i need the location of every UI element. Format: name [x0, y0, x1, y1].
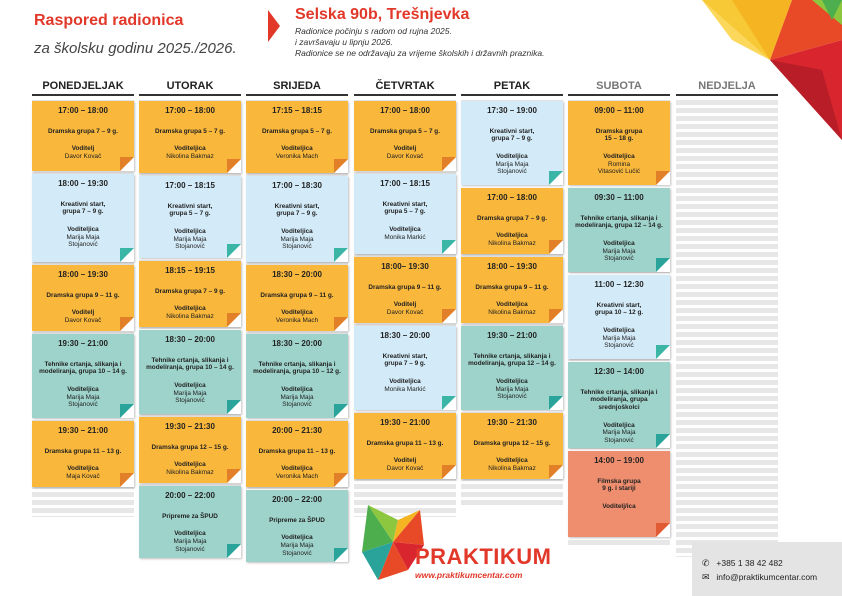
day-header-rule — [246, 94, 348, 96]
workshop-time: 14:00 – 19:00 — [594, 456, 644, 465]
workshop-card[interactable] — [568, 451, 670, 537]
day-header: SRIJEDA — [273, 80, 321, 92]
workshop-group: Kreativni start, grupa 7 – 9 g. — [489, 127, 535, 143]
workshop-time: 11:00 – 12:30 — [594, 280, 644, 289]
page-fold-corner — [227, 244, 241, 258]
workshop-card[interactable] — [32, 265, 134, 331]
workshop-leader-block — [357, 457, 453, 472]
day-column-background — [676, 97, 778, 557]
workshop-group: Dramska grupa 7 – 9 g. — [155, 287, 225, 295]
workshop-card[interactable] — [354, 174, 456, 254]
workshop-time: 17:00 – 18:15 — [380, 179, 430, 188]
leader-name: Marija Maja Stojanović — [495, 160, 529, 176]
workshop-leader-block — [142, 461, 238, 476]
leader-role: Voditeljica — [281, 309, 313, 317]
workshop-group: Dramska grupa 11 – 13 g. — [366, 439, 444, 447]
page-fold-corner — [549, 240, 563, 254]
workshop-time: 20:00 – 22:00 — [272, 495, 322, 504]
page-fold-corner — [656, 523, 670, 537]
leader-role: Voditeljica — [496, 152, 528, 160]
workshop-leader-block — [571, 153, 667, 176]
day-header: NEDJELJA — [698, 80, 756, 92]
leader-role: Voditelj — [393, 145, 417, 153]
page-fold-corner — [120, 473, 134, 487]
leader-name: Veronika Mach — [275, 316, 319, 324]
workshop-card[interactable] — [139, 417, 241, 483]
workshop-time: 09:30 – 11:00 — [594, 193, 644, 202]
leader-role: Voditeljica — [174, 461, 206, 469]
address-marker-icon — [268, 10, 280, 42]
workshop-leader-block — [249, 309, 345, 324]
workshop-leader-block — [35, 465, 131, 480]
workshop-group: Pripreme za ŠPUD — [269, 516, 325, 524]
leader-name: Davor Kovač — [64, 316, 102, 324]
workshop-group: Dramska grupa 7 – 9 g. — [48, 127, 118, 135]
workshop-time: 18:00 – 19:30 — [58, 270, 108, 279]
workshop-card[interactable] — [461, 326, 563, 410]
workshop-card[interactable] — [354, 101, 456, 171]
page-fold-corner — [227, 400, 241, 414]
workshop-group: Tehnike crtanja, slikanja i modeliranja, grupa 10 – 14 g. — [39, 360, 127, 376]
workshop-leader-block — [142, 530, 238, 553]
email-row — [702, 572, 817, 583]
workshop-time: 19:30 – 21:00 — [487, 331, 537, 340]
workshop-card[interactable] — [354, 257, 456, 323]
workshop-time: 20:00 – 21:30 — [272, 426, 322, 435]
workshop-time: 17:00 – 18:00 — [165, 106, 215, 115]
page-fold-corner — [334, 317, 348, 331]
workshop-group: Tehnike crtanja, slikanja i modeliranja, grupa 12 – 14 g. — [468, 352, 556, 368]
page-fold-corner — [334, 473, 348, 487]
leader-name: Marija Maja Stojanović — [602, 334, 636, 350]
workshop-leader-block — [35, 226, 131, 249]
workshop-card[interactable] — [246, 421, 348, 487]
leader-name: Davor Kovač — [386, 152, 424, 160]
day-header-rule — [354, 94, 456, 96]
leader-role: Voditeljica — [174, 305, 206, 313]
leader-name: Maja Kovač — [66, 472, 100, 480]
workshop-time: 18:15 – 19:15 — [165, 266, 215, 275]
workshop-leader-block — [464, 232, 560, 247]
leader-role: Voditeljica — [603, 152, 635, 160]
page-fold-corner — [334, 548, 348, 562]
leader-name: Marija Maja Stojanović — [280, 541, 314, 557]
leader-name: Monika Markić — [384, 233, 426, 241]
page-fold-corner — [549, 396, 563, 410]
email-address[interactable]: info@praktikumcentar.com — [716, 572, 818, 582]
contact-box — [692, 542, 842, 596]
leader-name: Marija Maja Stojanović — [173, 235, 207, 251]
workshop-group: Tehnike crtanja, slikanja i modeliranja, grupa 10 – 14 g. — [146, 356, 234, 372]
workshop-card[interactable] — [461, 413, 563, 479]
workshop-leader-block — [249, 228, 345, 251]
leader-role: Voditeljica — [281, 145, 313, 153]
workshop-time: 18:30 – 20:00 — [272, 339, 322, 348]
workshop-time: 17:00 – 18:00 — [487, 193, 537, 202]
leader-name: Nikolina Bakmaz — [166, 152, 214, 160]
workshop-leader-block — [464, 153, 560, 176]
workshop-group: Pripreme za ŠPUD — [162, 512, 218, 520]
workshop-card[interactable] — [461, 257, 563, 323]
workshop-leader-block — [357, 378, 453, 393]
day-header: UTORAK — [166, 80, 214, 92]
workshop-group: Dramska grupa 15 – 18 g. — [595, 127, 643, 143]
phone-number[interactable]: +385 1 38 42 482 — [716, 558, 783, 568]
address-title: Selska 90b, Trešnjevka — [295, 6, 470, 23]
page-fold-corner — [549, 309, 563, 323]
leader-name: Romina Vitasović Lučić — [597, 160, 641, 176]
leader-role: Voditeljica — [603, 421, 635, 429]
workshop-card[interactable] — [246, 334, 348, 418]
workshop-card[interactable] — [139, 101, 241, 173]
workshop-group: Filmska grupa 9 g. i stariji — [597, 477, 641, 493]
workshop-card[interactable] — [32, 101, 134, 171]
leader-role: Voditeljica — [174, 227, 206, 235]
workshop-card[interactable] — [139, 486, 241, 558]
workshop-group: Dramska grupa 7 – 9 g. — [477, 214, 547, 222]
workshop-time: 17:00 – 18:15 — [165, 181, 215, 190]
leader-name: Monika Markić — [384, 385, 426, 393]
leader-role: Voditeljica — [281, 385, 313, 393]
workshop-group: Tehnike crtanja, slikanja i modeliranja, grupa 10 – 12 g. — [253, 360, 341, 376]
workshop-group: Dramska grupa 9 – 11 g. — [368, 283, 442, 291]
workshop-leader-block — [249, 534, 345, 557]
leader-name: Nikolina Bakmaz — [166, 312, 214, 320]
page-fold-corner — [227, 313, 241, 327]
leader-role: Voditeljica — [496, 301, 528, 309]
workshop-time: 20:00 – 22:00 — [165, 491, 215, 500]
leader-role: Voditeljica — [174, 381, 206, 389]
workshop-time: 19:30 – 21:30 — [487, 418, 537, 427]
workshop-leader-block — [464, 378, 560, 401]
workshop-card[interactable] — [139, 330, 241, 414]
workshop-time: 19:30 – 21:00 — [380, 418, 430, 427]
workshop-card[interactable] — [246, 176, 348, 262]
workshop-leader-block — [571, 422, 667, 445]
page-fold-corner — [120, 404, 134, 418]
workshop-time: 09:00 – 11:00 — [594, 106, 644, 115]
page-fold-corner — [120, 248, 134, 262]
leader-role: Voditeljica — [496, 457, 528, 465]
mail-icon: ✉ — [702, 572, 710, 582]
workshop-time: 18:00– 19:30 — [381, 262, 429, 271]
workshop-time: 18:30 – 20:00 — [165, 335, 215, 344]
leader-role: Voditeljica — [389, 377, 421, 385]
workshop-card[interactable] — [246, 490, 348, 562]
workshop-leader-block — [571, 503, 667, 511]
page-fold-corner — [656, 171, 670, 185]
day-header: PETAK — [493, 80, 531, 92]
workshop-time: 18:00 – 19:30 — [58, 179, 108, 188]
workshop-leader-block — [142, 228, 238, 251]
workshop-card[interactable] — [568, 362, 670, 448]
workshop-time: 17:00 – 18:00 — [58, 106, 108, 115]
leader-name: Veronika Mach — [275, 152, 319, 160]
workshop-leader-block — [142, 145, 238, 160]
workshop-leader-block — [249, 145, 345, 160]
leader-role: Voditeljica — [174, 145, 206, 153]
leader-role: Voditelj/ica — [602, 502, 636, 510]
workshop-time: 18:30 – 20:00 — [272, 270, 322, 279]
workshop-group: Dramska grupa 9 – 11 g. — [46, 291, 120, 299]
leader-role: Voditeljica — [496, 232, 528, 240]
leader-name: Nikolina Bakmaz — [166, 468, 214, 476]
workshop-card[interactable] — [461, 188, 563, 254]
leader-role: Voditeljica — [281, 465, 313, 473]
leader-role: Voditeljica — [67, 225, 99, 233]
workshop-leader-block — [571, 240, 667, 263]
workshop-time: 17:00 – 18:00 — [380, 106, 430, 115]
workshop-card[interactable] — [568, 275, 670, 359]
leader-role: Voditeljica — [603, 326, 635, 334]
leader-role: Voditeljica — [67, 465, 99, 473]
leader-name: Marija Maja Stojanović — [280, 235, 314, 251]
workshop-group: Dramska grupa 9 – 11 g. — [260, 291, 334, 299]
leader-role: Voditeljica — [389, 225, 421, 233]
day-header-rule — [32, 94, 134, 96]
day-header: SUBOTA — [596, 80, 642, 92]
page-fold-corner — [442, 240, 456, 254]
day-header: PONEDJELJAK — [42, 80, 124, 92]
workshop-leader-block — [571, 327, 667, 350]
workshop-leader-block — [357, 145, 453, 160]
leader-name: Nikolina Bakmaz — [488, 464, 536, 472]
leader-role: Voditelj — [393, 301, 417, 309]
workshop-group: Kreativni start, grupa 7 – 9 g. — [274, 202, 320, 218]
page-fold-corner — [334, 159, 348, 173]
workshop-leader-block — [249, 465, 345, 480]
note-line-2: i završavaju u lipnju 2026. — [295, 37, 393, 47]
workshop-leader-block — [35, 386, 131, 409]
workshop-group: Tehnike crtanja, slikanja i modeliranja, grupa 12 – 14 g. — [575, 214, 663, 230]
workshop-group: Dramska grupa 11 – 13 g. — [258, 447, 336, 455]
leader-name: Nikolina Bakmaz — [488, 308, 536, 316]
workshop-leader-block — [142, 305, 238, 320]
workshop-group: Dramska grupa 12 – 15 g. — [151, 443, 229, 451]
page-fold-corner — [442, 309, 456, 323]
day-header-rule — [676, 94, 778, 96]
leader-role: Voditeljica — [281, 534, 313, 542]
day-header: ČETVRTAK — [375, 80, 435, 92]
workshop-time: 19:30 – 21:00 — [58, 339, 108, 348]
leader-role: Voditeljica — [281, 227, 313, 235]
phone-icon: ✆ — [702, 558, 710, 568]
page-fold-corner — [549, 465, 563, 479]
page-fold-corner — [656, 258, 670, 272]
website-link[interactable]: www.praktikumcentar.com — [415, 570, 523, 580]
leader-name: Marija Maja Stojanović — [173, 389, 207, 405]
workshop-group: Dramska grupa 11 – 13 g. — [44, 447, 122, 455]
workshop-card[interactable] — [568, 101, 670, 185]
day-header-rule — [139, 94, 241, 96]
workshop-leader-block — [357, 301, 453, 316]
phone-row — [702, 558, 783, 569]
leader-name: Davor Kovač — [386, 464, 424, 472]
leader-role: Voditelj — [393, 457, 417, 465]
workshop-group: Dramska grupa 9 – 11 g. — [475, 283, 549, 291]
workshop-time: 19:30 – 21:30 — [165, 422, 215, 431]
leader-name: Marija Maja Stojanović — [602, 247, 636, 263]
page-fold-corner — [549, 171, 563, 185]
page-fold-corner — [442, 465, 456, 479]
leader-name: Veronika Mach — [275, 472, 319, 480]
page-fold-corner — [227, 159, 241, 173]
workshop-leader-block — [35, 309, 131, 324]
leader-name: Marija Maja Stojanović — [66, 393, 100, 409]
workshop-time: 17:30 – 19:00 — [487, 106, 537, 115]
note-line-3: Radionice se ne održavaju za vrijeme školskih i državnih praznika. — [295, 48, 545, 58]
workshop-group: Kreativni start, grupa 7 – 9 g. — [60, 200, 106, 216]
workshop-group: Kreativni start, grupa 7 – 9 g. — [382, 352, 428, 368]
workshop-card[interactable] — [139, 176, 241, 258]
workshop-time: 17:00 – 18:30 — [272, 181, 322, 190]
leader-name: Davor Kovač — [386, 308, 424, 316]
workshop-card[interactable] — [32, 421, 134, 487]
page-fold-corner — [227, 469, 241, 483]
workshop-group: Dramska grupa 5 – 7 g. — [155, 127, 225, 135]
day-header-rule — [568, 94, 670, 96]
leader-role: Voditeljica — [174, 530, 206, 538]
day-header-rule — [461, 94, 563, 96]
workshop-time: 17:15 – 18:15 — [272, 106, 322, 115]
workshop-card[interactable] — [246, 265, 348, 331]
workshop-card[interactable] — [461, 101, 563, 185]
leader-role: Voditelj — [71, 145, 95, 153]
workshop-time: 12:30 – 14:00 — [594, 367, 644, 376]
note-line-1: Radionice počinju s radom od rujna 2025. — [295, 26, 452, 36]
workshop-group: Kreativni start, grupa 5 – 7 g. — [382, 200, 428, 216]
workshop-card[interactable] — [139, 261, 241, 327]
page-fold-corner — [656, 434, 670, 448]
workshop-leader-block — [142, 382, 238, 405]
workshop-card[interactable] — [354, 326, 456, 410]
workshop-group: Tehnike crtanja, slikanja i modeliranja, grupa srednjoškolci — [580, 388, 658, 411]
page-fold-corner — [334, 248, 348, 262]
leader-name: Nikolina Bakmaz — [488, 239, 536, 247]
leader-name: Marija Maja Stojanović — [280, 393, 314, 409]
logo-wordmark: PRAKTIKUM — [415, 544, 552, 569]
page-title: Raspored radionica — [34, 12, 184, 29]
workshop-leader-block — [35, 145, 131, 160]
page-fold-corner — [120, 317, 134, 331]
page-subtitle: za školsku godinu 2025./2026. — [34, 40, 237, 57]
workshop-time: 18:00 – 19:30 — [487, 262, 537, 271]
leader-name: Davor Kovač — [64, 152, 102, 160]
workshop-time: 19:30 – 21:00 — [58, 426, 108, 435]
page-fold-corner — [442, 157, 456, 171]
workshop-card[interactable] — [32, 174, 134, 262]
workshop-group: Kreativni start, grupa 10 – 12 g. — [594, 301, 644, 317]
workshop-group: Dramska grupa 5 – 7 g. — [370, 127, 440, 135]
workshop-time: 18:30 – 20:00 — [380, 331, 430, 340]
page-fold-corner — [334, 404, 348, 418]
leader-name: Marija Maja Stojanović — [602, 429, 636, 445]
workshop-leader-block — [464, 457, 560, 472]
workshop-group: Dramska grupa 5 – 7 g. — [262, 127, 332, 135]
page-fold-corner — [656, 345, 670, 359]
leader-role: Voditeljica — [496, 377, 528, 385]
page-fold-corner — [442, 396, 456, 410]
workshop-group: Kreativni start, grupa 5 – 7 g. — [167, 202, 213, 218]
leader-name: Marija Maja Stojanović — [173, 537, 207, 553]
workshop-card[interactable] — [568, 188, 670, 272]
workshop-leader-block — [464, 301, 560, 316]
leader-role: Voditeljica — [67, 385, 99, 393]
page-fold-corner — [120, 157, 134, 171]
workshop-leader-block — [249, 386, 345, 409]
leader-role: Voditelj — [71, 309, 95, 317]
workshop-card[interactable] — [246, 101, 348, 173]
workshop-card[interactable] — [32, 334, 134, 418]
workshop-group: Dramska grupa 12 – 15 g. — [473, 439, 551, 447]
page-fold-corner — [227, 544, 241, 558]
leader-role: Voditeljica — [603, 239, 635, 247]
leader-name: Marija Maja Stojanović — [66, 233, 100, 249]
leader-name: Marija Maja Stojanović — [495, 385, 529, 401]
workshop-leader-block — [357, 226, 453, 241]
workshop-card[interactable] — [354, 413, 456, 479]
